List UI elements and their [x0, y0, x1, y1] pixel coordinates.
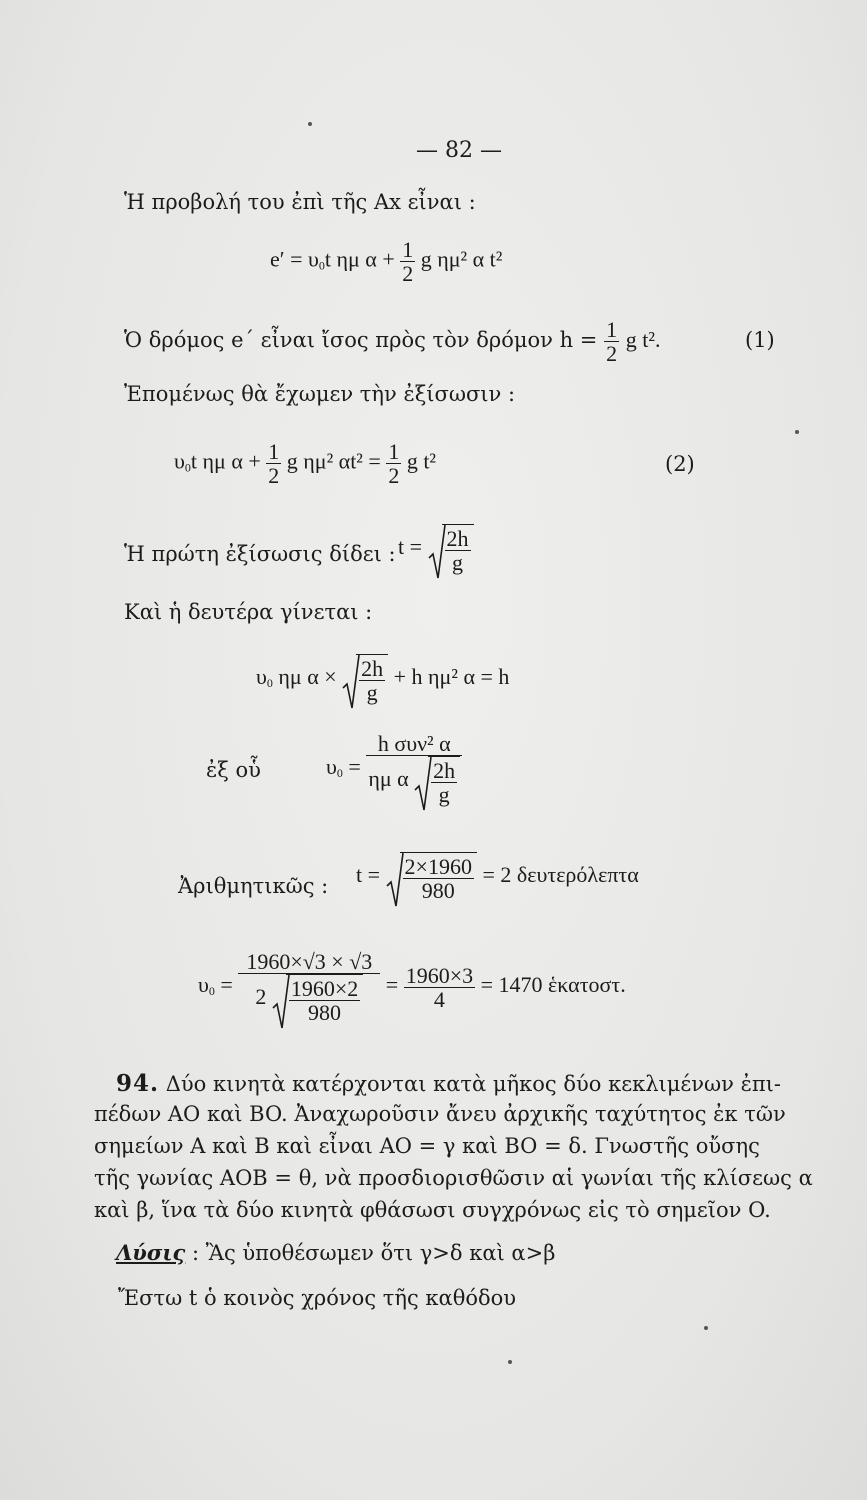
problem-text: Δύο κινητὰ κατέρχονται κατὰ μῆκος δύο κεκλιμένων ἐπι- — [165, 1072, 781, 1096]
equation-system — [174, 440, 436, 487]
subscript-zero: 0 — [184, 460, 191, 475]
eq2-mid2: g ημ² αt² = — [286, 448, 381, 474]
equation-tag-2: (2) — [665, 452, 695, 476]
fraction-denominator — [238, 974, 380, 1024]
fraction-velocity — [366, 732, 462, 806]
fraction-velocity-numeric — [238, 950, 380, 1024]
fraction-numerator: 2h — [446, 526, 469, 551]
fraction-denominator: 2 — [388, 463, 400, 489]
subscript-zero: 0 — [336, 766, 343, 781]
eq1-right: g ημ² α t² — [420, 246, 503, 272]
fraction-half — [386, 440, 401, 487]
fraction-numerator: 1 — [388, 439, 400, 464]
fraction-denominator: 2 — [606, 341, 618, 367]
speck — [508, 1360, 512, 1364]
denominator-two: 2 — [255, 984, 267, 1010]
speck — [308, 122, 312, 126]
radical-sign — [342, 654, 360, 710]
fraction-denominator: g — [438, 782, 450, 808]
denominator-sine: ημ α — [368, 766, 409, 792]
radical-sign — [272, 974, 290, 1030]
distance-text: Ὁ δρόμος e΄ εἶναι ἴσος πρὸς τὸν δρόμον h = — [124, 328, 598, 353]
problem-94-line-2: πέδων AO καὶ BO. Ἀναχωροῦσιν ἄνευ ἀρχικῆς ταχύτητος ἐκ τῶν — [94, 1102, 786, 1126]
problem-number: 94. — [116, 1070, 160, 1097]
square-root — [386, 852, 477, 902]
problem-94-line-1 — [116, 1072, 781, 1095]
square-root — [428, 524, 474, 574]
solution-line — [116, 1242, 555, 1264]
fraction-denominator: 2 — [268, 463, 280, 489]
fraction — [445, 527, 471, 574]
eq6-equals: = — [220, 972, 233, 998]
problem-94-line-5: καὶ β, ἵνα τὰ δύο κινητὰ φθάσωσι συγχρόνως εἰς τὸ σημεῖον O. — [94, 1198, 771, 1222]
eq2-mid: t ημ α + — [190, 448, 261, 474]
problem-94-line-3: σημείων A καὶ B καὶ εἶναι AO = γ καὶ BO = δ. Γνωστῆς οὔσης — [94, 1134, 760, 1158]
square-root — [342, 654, 388, 704]
label-whence: ἐξ οὗ — [206, 758, 261, 782]
solution-label: Λύσις — [116, 1240, 186, 1265]
page-number: — 82 — — [416, 138, 502, 163]
eq1-left: e′ = υ — [270, 246, 319, 272]
fraction-numerator: h συν² α — [366, 732, 462, 756]
eq4-equals: = — [348, 754, 361, 780]
radical-sign — [414, 756, 432, 812]
equation-projection — [270, 238, 502, 285]
fraction-numerator: 2×1960 — [404, 854, 472, 879]
eq2-right: g t² — [406, 448, 437, 474]
last-line: Ἔστω t ὁ κοινὸς χρόνος τῆς καθόδου — [118, 1286, 517, 1310]
eq6-left: υ — [198, 972, 209, 998]
fraction-numerator: 1 — [606, 317, 618, 342]
fraction-denominator: 2 — [402, 261, 414, 287]
fraction-denominator: 980 — [308, 1000, 342, 1026]
fraction — [403, 855, 474, 902]
fraction-denominator: g — [452, 550, 464, 576]
equation-tag-1: (1) — [745, 328, 775, 352]
fraction-numerator: 2h — [361, 656, 384, 681]
t-equals: t = — [398, 534, 423, 560]
fraction-half — [604, 318, 619, 365]
subscript-zero: 0 — [208, 984, 215, 999]
solution-assumption: : Ἂς ὑποθέσωμεν ὅτι γ>δ καὶ α>β — [191, 1241, 556, 1265]
fraction-simplified — [404, 964, 475, 1011]
square-root — [414, 756, 460, 806]
fraction-denominator: 980 — [421, 878, 455, 904]
fraction-denominator: g — [366, 680, 378, 706]
equation-t — [398, 524, 474, 574]
fraction — [289, 977, 360, 1024]
equation-substituted — [256, 654, 509, 704]
fraction — [431, 759, 457, 806]
result-centimeters: = 1470 ἑκατοστ. — [480, 972, 626, 998]
speck — [704, 1326, 708, 1330]
text-line-projection: Ἡ προβολή του ἐπὶ τῆς Ax εἶναι : — [124, 190, 476, 214]
radical-sign — [428, 524, 446, 580]
subscript-zero: 0 — [318, 258, 325, 273]
fraction-numerator: 1960×3 — [405, 962, 474, 988]
eq6-equals-2: = — [385, 972, 399, 998]
result-seconds: = 2 δευτερόλεπτα — [482, 862, 639, 888]
eq3-right: + h ημ² α = h — [393, 664, 510, 690]
text-line-second-becomes: Καὶ ἡ δευτέρα γίνεται : — [124, 600, 373, 624]
equation-initial-velocity — [326, 732, 462, 806]
fraction-denominator — [366, 756, 462, 806]
fraction-numerator: 1 — [268, 439, 280, 464]
distance-formula: g t². — [625, 327, 661, 353]
square-root — [272, 974, 363, 1024]
subscript-zero: 0 — [266, 676, 273, 691]
eq3-left: υ — [256, 664, 267, 690]
eq3-mid: ημ α × — [278, 664, 337, 690]
t-equals: t = — [356, 862, 381, 888]
fraction-numerator: 1960×√3 × √3 — [238, 950, 380, 974]
label-numerically: Ἀριθμητικῶς : — [178, 874, 329, 898]
eq2-left: υ — [174, 448, 185, 474]
fraction-numerator: 1960×2 — [290, 976, 359, 1002]
equation-time-numeric — [356, 852, 639, 902]
text-line-first-equation: Ἡ πρώτη ἐξίσωσις δίδει : — [124, 542, 396, 566]
equation-velocity-numeric — [198, 950, 626, 1024]
fraction — [359, 657, 385, 704]
fraction-numerator: 2h — [433, 758, 456, 784]
problem-94-line-4: τῆς γωνίας AOB = θ, νὰ προσδιορισθῶσιν αἱ γωνίαι τῆς κλίσεως α — [94, 1166, 813, 1190]
fraction-half — [400, 238, 415, 285]
fraction-numerator: 1 — [402, 237, 414, 262]
eq1-mid: t ημ α + — [324, 246, 395, 272]
fraction-half — [266, 440, 281, 487]
speck — [795, 430, 799, 434]
radical-sign — [386, 852, 404, 908]
text-line-hence: Ἐπομένως θὰ ἔχωμεν τὴν ἐξίσωσιν : — [124, 382, 516, 406]
text-line-distance — [124, 318, 661, 365]
eq4-left: υ — [326, 754, 337, 780]
fraction-denominator: 4 — [433, 986, 445, 1012]
